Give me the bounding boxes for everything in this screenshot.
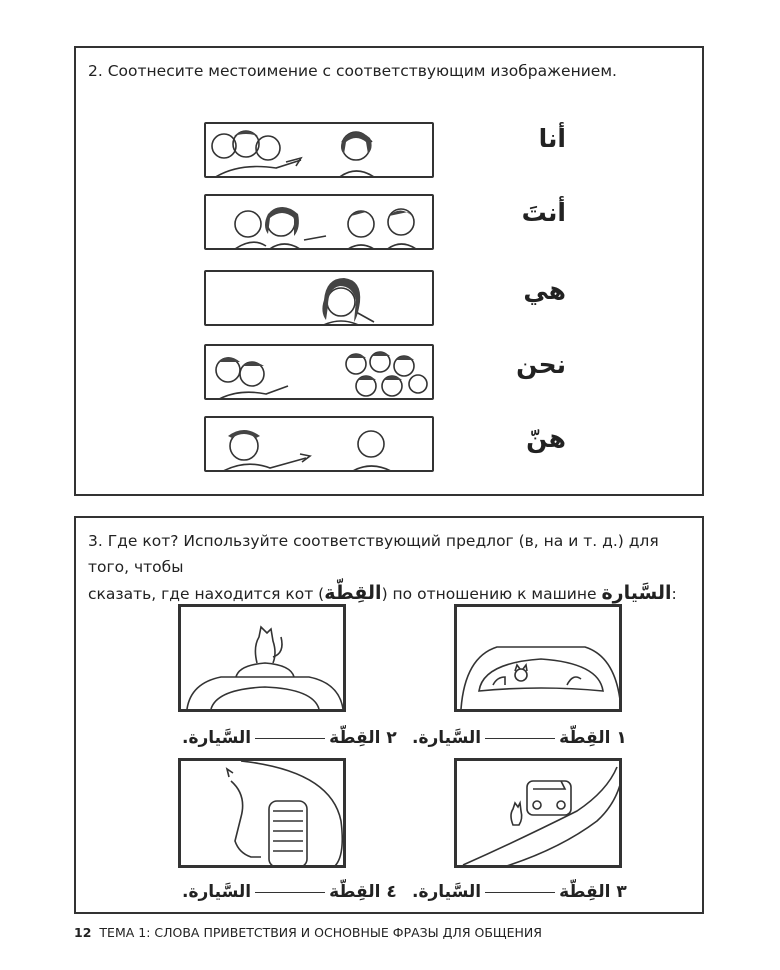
pronoun-4: نحن bbox=[516, 350, 566, 379]
cat-on-car-drawing bbox=[181, 607, 346, 712]
pronoun-3: هي bbox=[523, 276, 566, 305]
people-drawing bbox=[206, 124, 434, 178]
exercise-3-title-line2: сказать, где находится кот (القِطّة) по отношению к машине السَّيارة: bbox=[88, 582, 677, 604]
people-drawing bbox=[206, 196, 434, 250]
caption-4: ٤ القِطّةالسَّيارة. bbox=[182, 882, 397, 902]
exercise-3-title bbox=[88, 528, 688, 607]
answer-blank-1[interactable] bbox=[485, 737, 555, 739]
cat-in-car-drawing bbox=[457, 607, 622, 712]
car-word: السَّيارة bbox=[601, 582, 672, 604]
two-men-drawing bbox=[206, 418, 434, 472]
woman-drawing bbox=[206, 272, 434, 326]
picture-strip-2 bbox=[204, 194, 434, 250]
caption-2: ٢ القِطّةالسَّيارة. bbox=[182, 728, 397, 748]
page-footer bbox=[74, 925, 542, 940]
caption-1: ١ القِطّةالسَّيارة. bbox=[412, 728, 627, 748]
exercise-3-title-line1: 3. Где кот? Используйте соответствующий предлог (в, на и т. д.) для того, чтобы bbox=[88, 532, 659, 576]
answer-blank-2[interactable] bbox=[255, 737, 325, 739]
pronoun-2: أنتَ bbox=[521, 198, 566, 227]
picture-cat-in-car bbox=[454, 604, 622, 712]
picture-cat-on-car bbox=[178, 604, 346, 712]
picture-cat-beside-car bbox=[454, 758, 622, 868]
picture-strip-1 bbox=[204, 122, 434, 178]
pronoun-1: أنا bbox=[538, 124, 566, 153]
caption-3: ٣ القِطّةالسَّيارة. bbox=[412, 882, 627, 902]
page-number: 12 bbox=[74, 925, 92, 940]
pronoun-5: هنّ bbox=[526, 424, 566, 453]
cat-near-wheel-drawing bbox=[181, 761, 346, 868]
answer-blank-3[interactable] bbox=[485, 891, 555, 893]
cat-word: القِطّة bbox=[324, 582, 382, 604]
picture-strip-4 bbox=[204, 344, 434, 400]
exercise-2-box bbox=[74, 46, 704, 496]
picture-strip-3 bbox=[204, 270, 434, 326]
group-drawing bbox=[206, 346, 434, 400]
cat-beside-car-drawing bbox=[457, 761, 622, 868]
picture-cat-near-wheel bbox=[178, 758, 346, 868]
exercise-2-title: 2. Соотнесите местоимение с соответствующим изображением. bbox=[88, 62, 617, 80]
exercise-3-box bbox=[74, 516, 704, 914]
answer-blank-4[interactable] bbox=[255, 891, 325, 893]
footer-text: ТЕМА 1: СЛОВА ПРИВЕТСТВИЯ И ОСНОВНЫЕ ФРАЗЫ ДЛЯ ОБЩЕНИЯ bbox=[99, 925, 542, 940]
picture-strip-5 bbox=[204, 416, 434, 472]
